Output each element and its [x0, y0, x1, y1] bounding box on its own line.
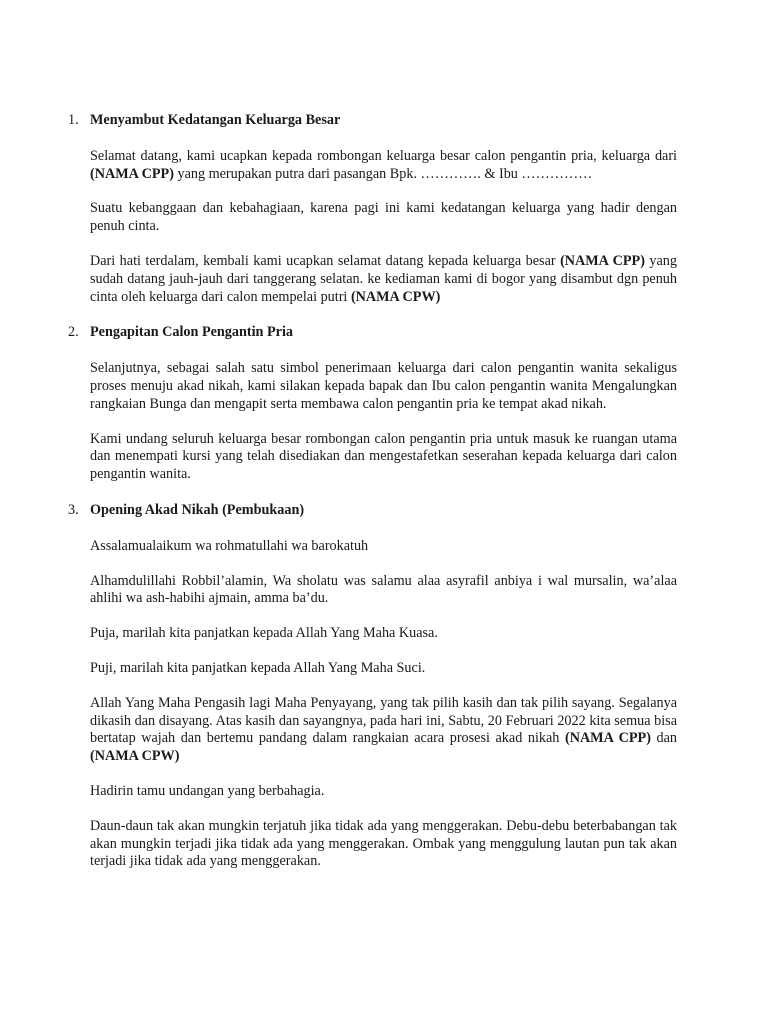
paragraph — [90, 783, 677, 801]
text-run: Daun-daun tak akan mungkin terjatuh jika tidak ada yang menggerakan. Debu-debu beterbabangan tak akan mungkin terjadi jika tidak ada yang menggerakan. Ombak yang menggulung lautan pun tak akan terjadi jika tidak ada yang menggerakan. — [90, 817, 677, 870]
paragraph — [90, 200, 677, 236]
section-heading — [68, 112, 677, 130]
text-run: Kami undang seluruh keluarga besar rombongan calon pengantin pria untuk masuk ke ruangan utama dan menempati kursi yang telah disediakan dan mengestafetkan seserahan kepada keluarga dari calon pengantin wanita. — [90, 430, 677, 483]
text-run: Allah Yang Maha Pengasih lagi Maha Penyayang, yang tak pilih kasih dan tak pilih sayang. Segalanya dikasih dan disayang. Atas kasih dan sayangnya, pada hari ini, Sabtu, 20 Februari 2022 kita semua bisa bertatap wajah dan bertemu pandang dalam rangkaian acara prosesi akad nikah — [90, 694, 677, 747]
bold-name: (NAMA CPW) — [90, 748, 180, 765]
bold-name: (NAMA CPP) — [564, 730, 651, 747]
paragraph — [90, 625, 677, 643]
paragraph — [90, 148, 677, 184]
text-run: dan — [650, 730, 677, 747]
text-run: Selamat datang, kami ucapkan kepada rombongan keluarga besar calon pengantin pria, keluarga dari — [90, 147, 677, 164]
paragraph — [90, 253, 677, 306]
paragraph — [90, 573, 677, 609]
text-run: Puja, marilah kita panjatkan kepada Allah Yang Maha Kuasa. — [90, 625, 438, 642]
section-3 — [68, 501, 677, 871]
section-number: 2. — [68, 324, 79, 341]
text-run: Hadirin tamu undangan yang berbahagia. — [90, 782, 325, 799]
section-heading — [68, 324, 677, 342]
section-number: 3. — [68, 501, 79, 518]
text-run: Alhamdulillahi Robbil’alamin, Wa sholatu was salamu alaa asyrafil anbiya i wal mursalin, wa’alaa ahlihi wa ash-habihi ajmain, amma ba’du. — [90, 572, 677, 607]
bold-name: (NAMA CPW) — [350, 288, 441, 305]
paragraph — [90, 818, 677, 871]
bold-name: (NAMA CPP) — [560, 252, 645, 269]
text-run: Selanjutnya, sebagai salah satu simbol penerimaan keluarga dari calon pengantin wanita sekaligus proses menuju akad nikah, kami silakan kepada bapak dan Ibu calon pengantin wanita Mengalungkan rangkaian Bunga dan mengapit serta membawa calon pengantin pria ke tempat akad nikah. — [90, 360, 677, 412]
section-title: Pengapitan Calon Pengantin Pria — [90, 324, 293, 341]
paragraph — [90, 660, 677, 678]
paragraph — [90, 360, 677, 413]
section-1 — [68, 112, 677, 306]
paragraph — [90, 695, 677, 766]
bold-name: (NAMA CPP) — [90, 165, 174, 182]
text-run: Puji, marilah kita panjatkan kepada Allah Yang Maha Suci. — [90, 659, 426, 676]
text-run: Suatu kebanggaan dan kebahagiaan, karena pagi ini kami kedatangan keluarga yang hadir dengan penuh cinta. — [90, 200, 677, 235]
section-title: Opening Akad Nikah (Pembukaan) — [90, 501, 305, 518]
paragraph — [90, 431, 677, 484]
section-2 — [68, 324, 677, 484]
section-number: 1. — [68, 112, 79, 128]
paragraph — [90, 538, 677, 556]
section-title: Menyambut Kedatangan Keluarga Besar — [90, 112, 341, 128]
section-heading — [68, 501, 677, 520]
text-run: Dari hati terdalam, kembali kami ucapkan selamat datang kepada keluarga besar — [90, 252, 561, 269]
text-run: yang merupakan putra dari pasangan Bpk. …………. & Ibu …………… — [173, 165, 593, 182]
text-run: Assalamualaikum wa rohmatullahi wa barokatuh — [90, 537, 369, 554]
text-run: yang sudah datang jauh-jauh dari tanggerang selatan. ke kediaman kami di bogor yang disambut dgn penuh cinta oleh keluarga dari calon mempelai putri — [90, 252, 677, 305]
